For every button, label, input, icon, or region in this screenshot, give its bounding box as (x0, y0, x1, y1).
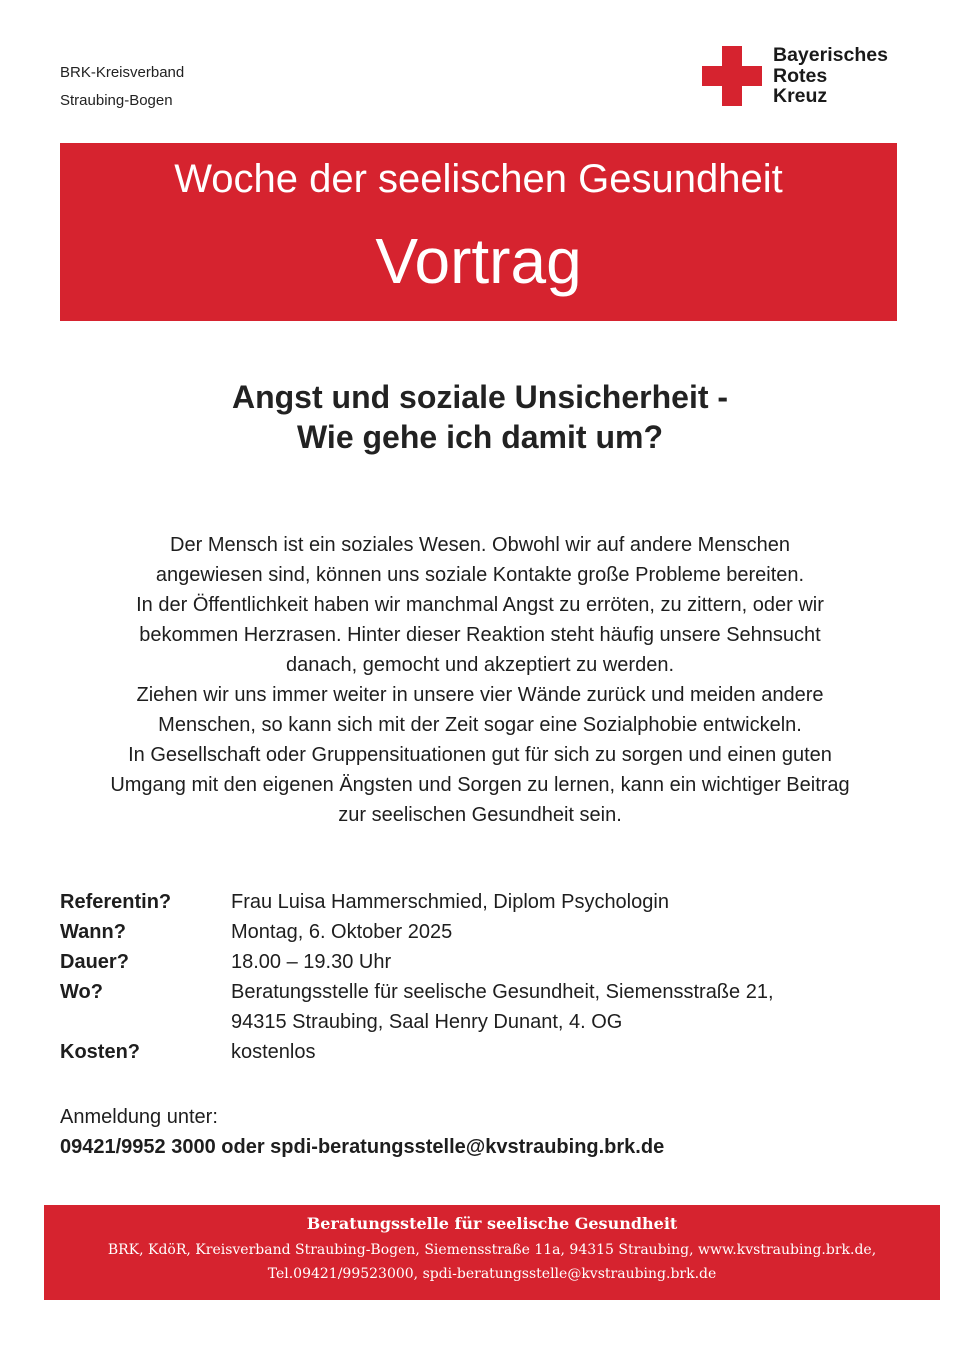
title-banner (60, 143, 897, 321)
body-line: Ziehen wir uns immer weiter in unsere vier Wände zurück und meiden andere (136, 684, 824, 706)
registration-label: Anmeldung unter: (60, 1106, 218, 1128)
detail-label: Kosten? (60, 1041, 140, 1063)
detail-value: 18.00 – 19.30 Uhr (231, 951, 392, 973)
org-line-1: BRK-Kreisverband (60, 64, 185, 81)
body-line: In Gesellschaft oder Gruppensituationen gut für sich zu sorgen und einen guten (128, 744, 832, 766)
body-line: bekommen Herzrasen. Hinter dieser Reaktion steht häufig unsere Sehnsucht (139, 624, 821, 646)
detail-value: 94315 Straubing, Saal Henry Dunant, 4. OG (231, 1011, 623, 1033)
footer-address: BRK, KdöR, Kreisverband Straubing-Bogen, Siemensstraße 11a, 94315 Straubing, www.kvstraubing.brk.de, (107, 1242, 877, 1258)
body-line: zur seelischen Gesundheit sein. (338, 804, 622, 826)
logo-wordmark (773, 45, 888, 107)
registration-block (60, 1102, 664, 1162)
logo-line-1: Bayerisches (773, 44, 888, 66)
brk-logo (702, 45, 907, 110)
detail-value: Frau Luisa Hammerschmied, Diplom Psychologin (231, 891, 669, 913)
logo-line-2: Rotes (773, 64, 828, 87)
headline-line-2: Wie gehe ich damit um? (297, 419, 663, 455)
body-line: Umgang mit den eigenen Ängsten und Sorgen zu lernen, kann ein wichtiger Beitrag (110, 774, 850, 796)
detail-label: Wo? (60, 981, 103, 1003)
organization-name (60, 59, 184, 115)
footer-title: Beratungsstelle für seelische Gesundheit (306, 1214, 678, 1233)
headline-line-1: Angst und soziale Unsicherheit - (231, 379, 729, 415)
red-cross-icon (702, 46, 762, 106)
body-line: Menschen, so kann sich mit der Zeit sogar eine Sozialphobie entwickeln. (158, 714, 802, 736)
body-line: danach, gemocht und akzeptiert zu werden. (285, 654, 675, 676)
body-line: angewiesen sind, können uns soziale Kontakte große Probleme bereiten. (155, 564, 805, 586)
logo-line-3: Kreuz (773, 85, 828, 107)
detail-value: Montag, 6. Oktober 2025 (231, 921, 453, 943)
footer-contact: Tel.09421/99523000, spdi-beratungsstelle@kvstraubing.brk.de (267, 1266, 717, 1282)
description-paragraph (40, 530, 920, 830)
detail-label: Dauer? (60, 951, 129, 973)
banner-subtitle: Woche der seelischen Gesundheit (174, 157, 783, 201)
detail-label: Referentin? (60, 891, 172, 913)
footer-banner (44, 1205, 940, 1300)
lecture-headline (60, 377, 900, 457)
org-line-2: Straubing-Bogen (60, 92, 173, 109)
banner-title: Vortrag (375, 225, 582, 297)
body-line: Der Mensch ist ein soziales Wesen. Obwohl wir auf andere Menschen (170, 534, 790, 556)
body-line: In der Öffentlichkeit haben wir manchmal Angst zu erröten, zu zittern, oder wir (136, 594, 824, 616)
detail-label: Wann? (60, 921, 126, 943)
detail-value: Beratungsstelle für seelische Gesundheit, Siemensstraße 21, (231, 981, 774, 1003)
detail-value: kostenlos (231, 1041, 316, 1063)
registration-contact: 09421/9952 3000 oder spdi-beratungsstelle@kvstraubing.brk.de (60, 1136, 665, 1158)
